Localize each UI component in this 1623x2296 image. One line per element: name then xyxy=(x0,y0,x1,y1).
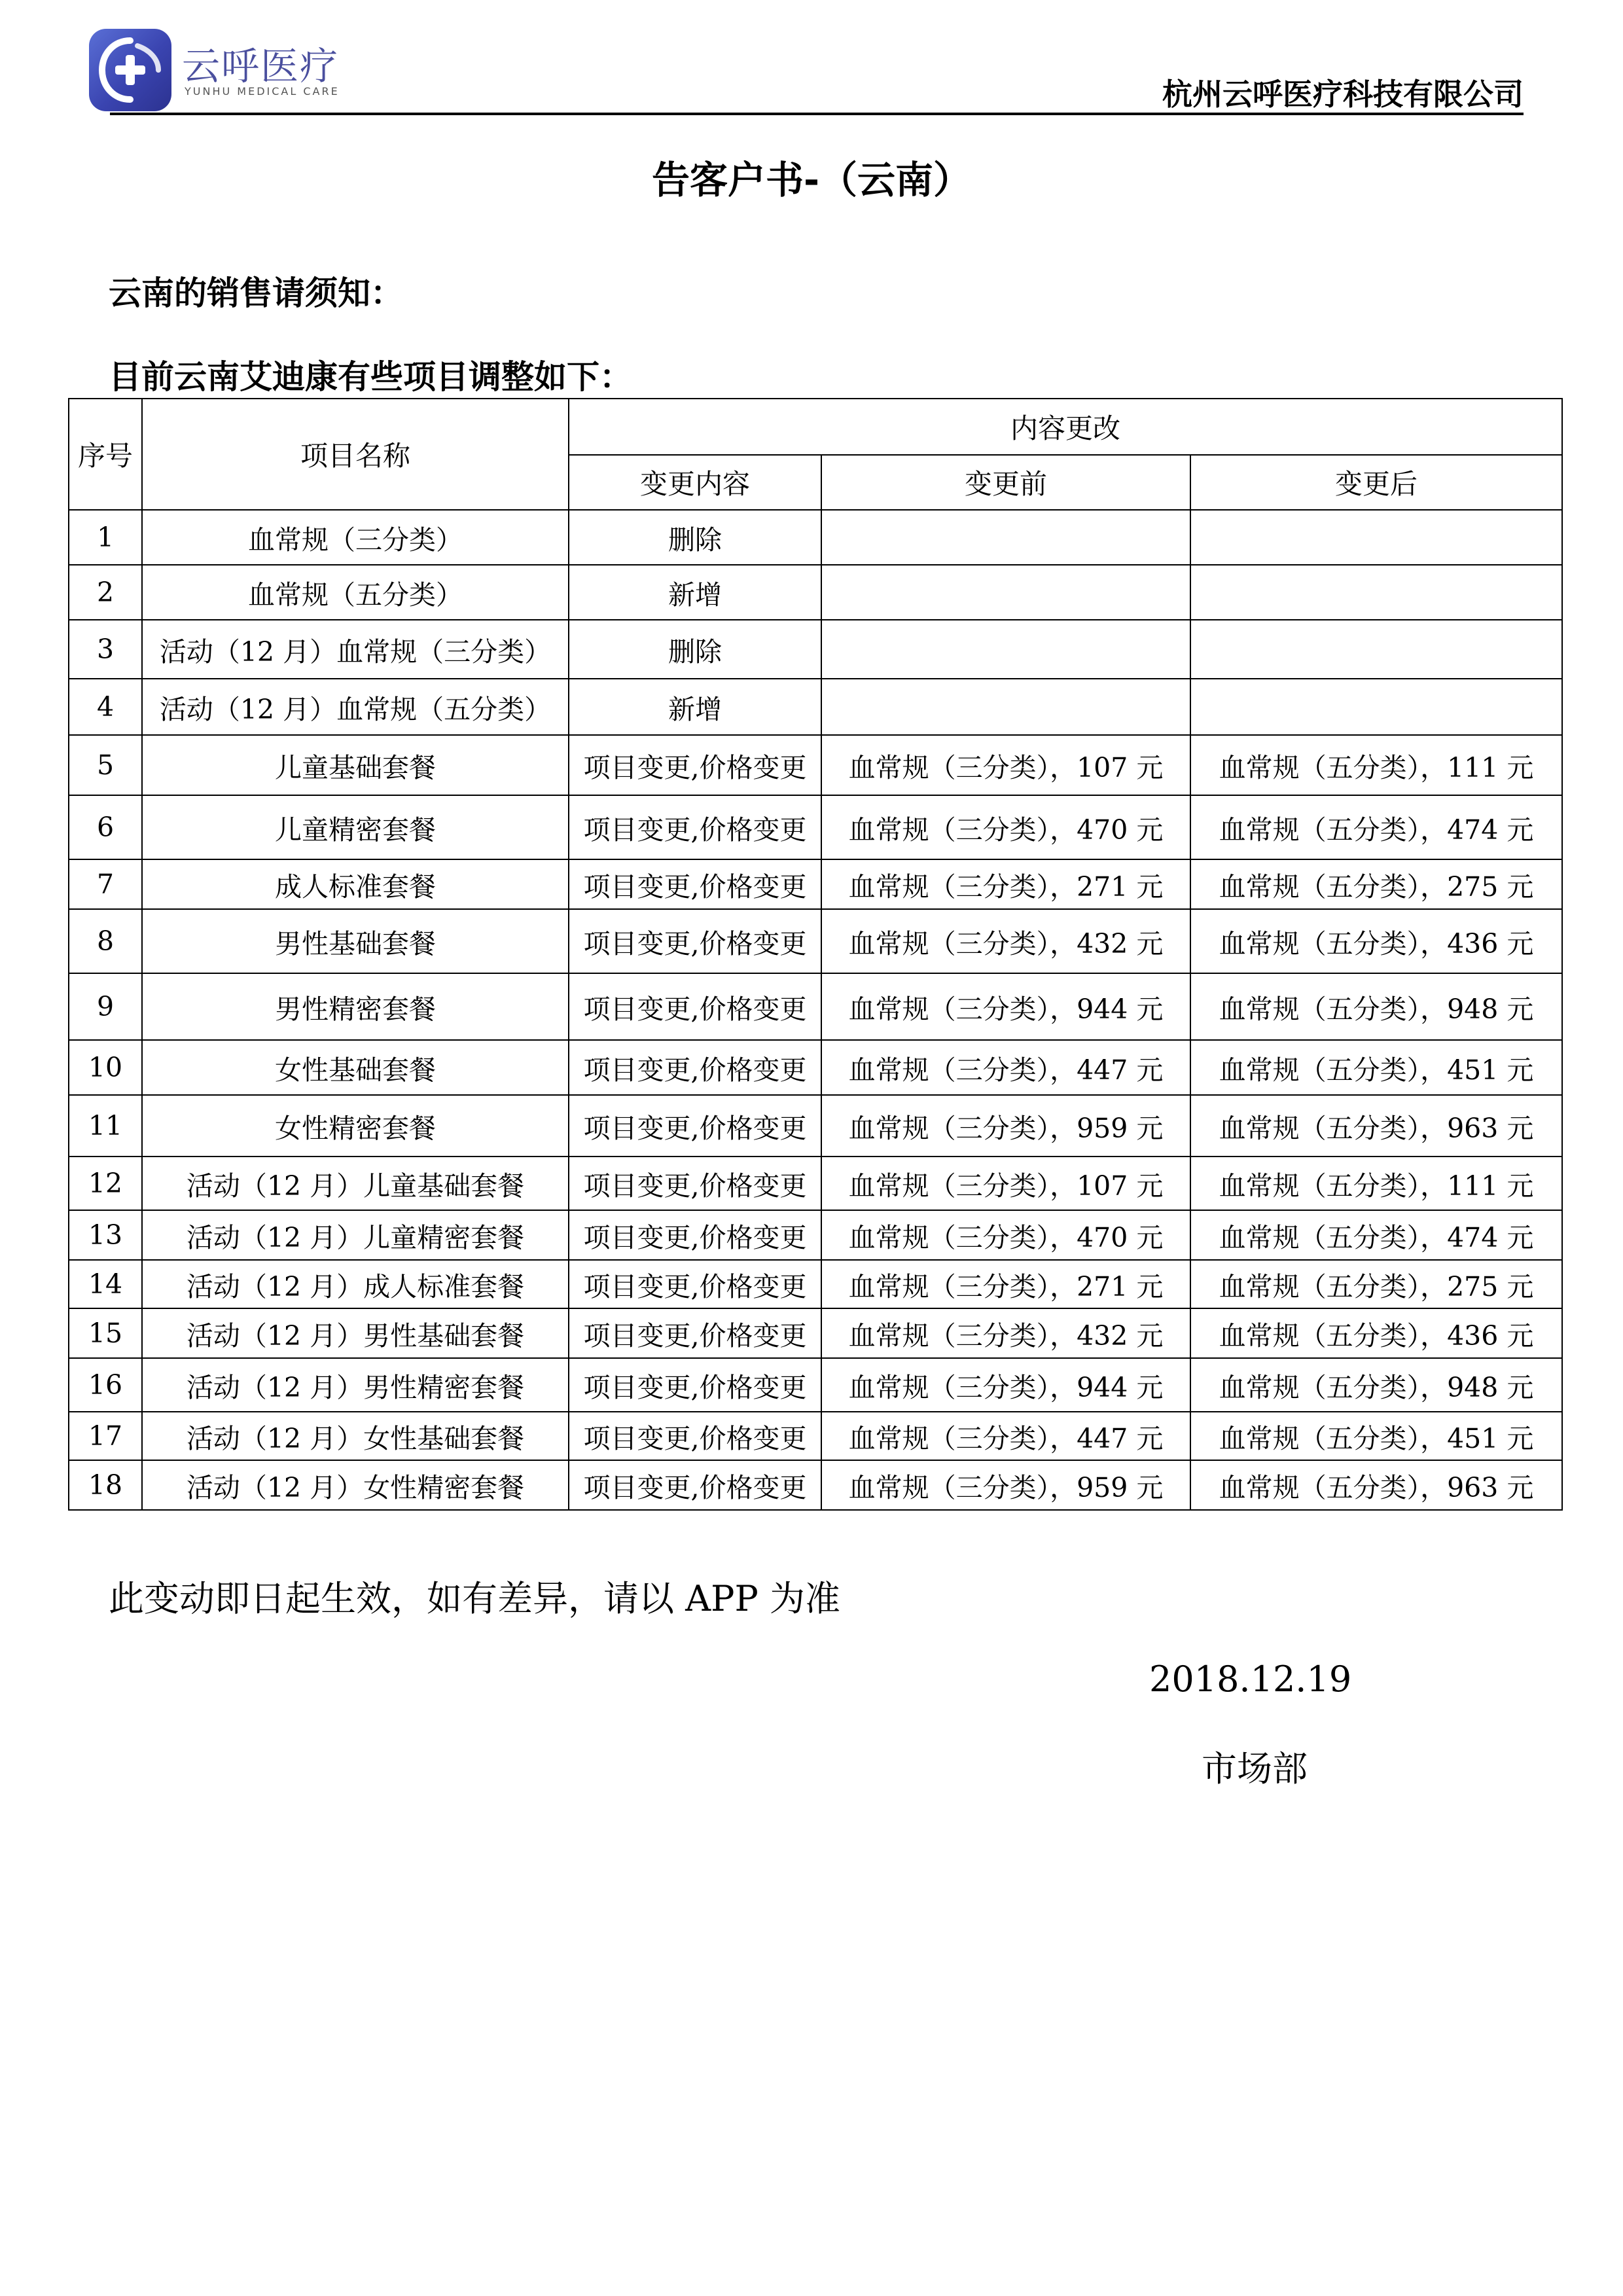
table-row xyxy=(69,1412,1562,1460)
company-logo xyxy=(89,29,351,113)
cell-name: 活动（12 月）血常规（五分类） xyxy=(142,679,569,735)
cell-name: 成人标准套餐 xyxy=(142,859,569,909)
cell-after: 血常规（五分类），275 元 xyxy=(1190,859,1562,909)
cell-change: 项目变更,价格变更 xyxy=(569,735,821,795)
cell-index: 17 xyxy=(69,1412,142,1460)
cell-after xyxy=(1190,565,1562,620)
cell-before: 血常规（三分类），447 元 xyxy=(821,1412,1190,1460)
cell-name: 儿童基础套餐 xyxy=(142,735,569,795)
cell-index: 13 xyxy=(69,1210,142,1260)
cell-after: 血常规（五分类），948 元 xyxy=(1190,1358,1562,1412)
cell-change: 删除 xyxy=(569,620,821,679)
cell-change: 项目变更,价格变更 xyxy=(569,1210,821,1260)
table-row xyxy=(69,1040,1562,1095)
table-row xyxy=(69,510,1562,565)
cell-after: 血常规（五分类），474 元 xyxy=(1190,1210,1562,1260)
cell-before: 血常规（三分类），470 元 xyxy=(821,1210,1190,1260)
changes-table xyxy=(68,398,1563,1511)
cell-name: 活动（12 月）男性基础套餐 xyxy=(142,1308,569,1358)
table-row xyxy=(69,1358,1562,1412)
cell-change: 项目变更,价格变更 xyxy=(569,795,821,859)
cell-before: 血常规（三分类），107 元 xyxy=(821,1157,1190,1210)
cell-name: 血常规（三分类） xyxy=(142,510,569,565)
cell-name: 女性基础套餐 xyxy=(142,1040,569,1095)
table-row xyxy=(69,1157,1562,1210)
cell-name: 女性精密套餐 xyxy=(142,1095,569,1157)
table-row xyxy=(69,859,1562,909)
cell-change: 项目变更,价格变更 xyxy=(569,973,821,1040)
cell-change: 项目变更,价格变更 xyxy=(569,1358,821,1412)
header-before: 变更前 xyxy=(821,455,1190,510)
document-date: 2018.12.19 xyxy=(1149,1659,1352,1700)
table-row xyxy=(69,1095,1562,1157)
header-after: 变更后 xyxy=(1190,455,1562,510)
cell-before: 血常规（三分类），107 元 xyxy=(821,735,1190,795)
cell-name: 活动（12 月）男性精密套餐 xyxy=(142,1358,569,1412)
cell-before xyxy=(821,620,1190,679)
table-row xyxy=(69,1210,1562,1260)
table-row xyxy=(69,620,1562,679)
cell-before: 血常规（三分类），470 元 xyxy=(821,795,1190,859)
cell-name: 血常规（五分类） xyxy=(142,565,569,620)
table-row xyxy=(69,1460,1562,1510)
logo-subtitle: YUNHU MEDICAL CARE xyxy=(185,85,340,98)
cell-change: 项目变更,价格变更 xyxy=(569,1308,821,1358)
table-header-row xyxy=(69,399,1562,455)
cell-before: 血常规（三分类），959 元 xyxy=(821,1460,1190,1510)
cell-after: 血常规（五分类），963 元 xyxy=(1190,1095,1562,1157)
cell-after: 血常规（五分类），451 元 xyxy=(1190,1040,1562,1095)
cell-before xyxy=(821,510,1190,565)
cell-after: 血常规（五分类），451 元 xyxy=(1190,1412,1562,1460)
cell-change: 项目变更,价格变更 xyxy=(569,1460,821,1510)
cell-after: 血常规（五分类），111 元 xyxy=(1190,735,1562,795)
cell-name: 活动（12 月）儿童精密套餐 xyxy=(142,1210,569,1260)
cell-after xyxy=(1190,620,1562,679)
cell-name: 活动（12 月）女性精密套餐 xyxy=(142,1460,569,1510)
department-signature: 市场部 xyxy=(1202,1748,1308,1789)
table-row xyxy=(69,1308,1562,1358)
cell-change: 删除 xyxy=(569,510,821,565)
table-row xyxy=(69,679,1562,735)
intro-line-1: 云南的销售请须知： xyxy=(109,274,403,312)
cell-index: 9 xyxy=(69,973,142,1040)
cell-index: 15 xyxy=(69,1308,142,1358)
cell-index: 1 xyxy=(69,510,142,565)
cell-after: 血常规（五分类），275 元 xyxy=(1190,1260,1562,1308)
logo-mark xyxy=(89,29,171,111)
table-row xyxy=(69,1260,1562,1308)
cell-name: 男性精密套餐 xyxy=(142,973,569,1040)
cell-before: 血常规（三分类），944 元 xyxy=(821,973,1190,1040)
cell-after: 血常规（五分类），474 元 xyxy=(1190,795,1562,859)
cell-index: 5 xyxy=(69,735,142,795)
cell-before: 血常规（三分类），944 元 xyxy=(821,1358,1190,1412)
cell-change: 项目变更,价格变更 xyxy=(569,1260,821,1308)
header-change: 变更内容 xyxy=(569,455,821,510)
document-title: 告客户书-（云南） xyxy=(651,158,972,202)
cell-index: 2 xyxy=(69,565,142,620)
cell-change: 项目变更,价格变更 xyxy=(569,1157,821,1210)
cell-index: 6 xyxy=(69,795,142,859)
cell-change: 新增 xyxy=(569,565,821,620)
cell-index: 12 xyxy=(69,1157,142,1210)
cell-before xyxy=(821,565,1190,620)
table-row xyxy=(69,795,1562,859)
cell-before: 血常规（三分类），271 元 xyxy=(821,1260,1190,1308)
cell-after: 血常规（五分类），948 元 xyxy=(1190,973,1562,1040)
cell-name: 活动（12 月）儿童基础套餐 xyxy=(142,1157,569,1210)
cell-index: 3 xyxy=(69,620,142,679)
cell-before: 血常规（三分类），432 元 xyxy=(821,909,1190,973)
cell-before: 血常规（三分类），447 元 xyxy=(821,1040,1190,1095)
cell-after: 血常规（五分类），436 元 xyxy=(1190,1308,1562,1358)
cell-after: 血常规（五分类），963 元 xyxy=(1190,1460,1562,1510)
table-row xyxy=(69,909,1562,973)
table-row xyxy=(69,565,1562,620)
cell-change: 项目变更,价格变更 xyxy=(569,1040,821,1095)
header-group: 内容更改 xyxy=(569,399,1562,455)
cell-change: 项目变更,价格变更 xyxy=(569,859,821,909)
header-name: 项目名称 xyxy=(142,399,569,510)
header-index: 序号 xyxy=(69,399,142,510)
cell-after: 血常规（五分类），111 元 xyxy=(1190,1157,1562,1210)
cell-index: 16 xyxy=(69,1358,142,1412)
cell-index: 10 xyxy=(69,1040,142,1095)
header-divider xyxy=(110,113,1524,115)
cell-index: 11 xyxy=(69,1095,142,1157)
cell-change: 项目变更,价格变更 xyxy=(569,909,821,973)
effective-note: 此变动即日起生效，如有差异，请以 APP 为准 xyxy=(109,1578,840,1619)
cell-before xyxy=(821,679,1190,735)
cell-before: 血常规（三分类），271 元 xyxy=(821,859,1190,909)
company-name: 杭州云呼医疗科技有限公司 xyxy=(1162,77,1524,112)
table-row xyxy=(69,735,1562,795)
table-row xyxy=(69,973,1562,1040)
cell-before: 血常规（三分类），959 元 xyxy=(821,1095,1190,1157)
medical-cross-icon xyxy=(89,29,171,111)
cell-name: 儿童精密套餐 xyxy=(142,795,569,859)
cell-change: 新增 xyxy=(569,679,821,735)
cell-change: 项目变更,价格变更 xyxy=(569,1412,821,1460)
cell-change: 项目变更,价格变更 xyxy=(569,1095,821,1157)
cell-name: 活动（12 月）血常规（三分类） xyxy=(142,620,569,679)
cell-index: 14 xyxy=(69,1260,142,1308)
cell-before: 血常规（三分类），432 元 xyxy=(821,1308,1190,1358)
cell-after xyxy=(1190,679,1562,735)
intro-line-2: 目前云南艾迪康有些项目调整如下： xyxy=(109,358,632,396)
cell-index: 8 xyxy=(69,909,142,973)
cell-name: 活动（12 月）女性基础套餐 xyxy=(142,1412,569,1460)
cell-index: 7 xyxy=(69,859,142,909)
cell-name: 男性基础套餐 xyxy=(142,909,569,973)
cell-index: 4 xyxy=(69,679,142,735)
cell-index: 18 xyxy=(69,1460,142,1510)
cell-after xyxy=(1190,510,1562,565)
cell-name: 活动（12 月）成人标准套餐 xyxy=(142,1260,569,1308)
logo-name: 云呼医疗 xyxy=(182,44,340,88)
cell-after: 血常规（五分类），436 元 xyxy=(1190,909,1562,973)
